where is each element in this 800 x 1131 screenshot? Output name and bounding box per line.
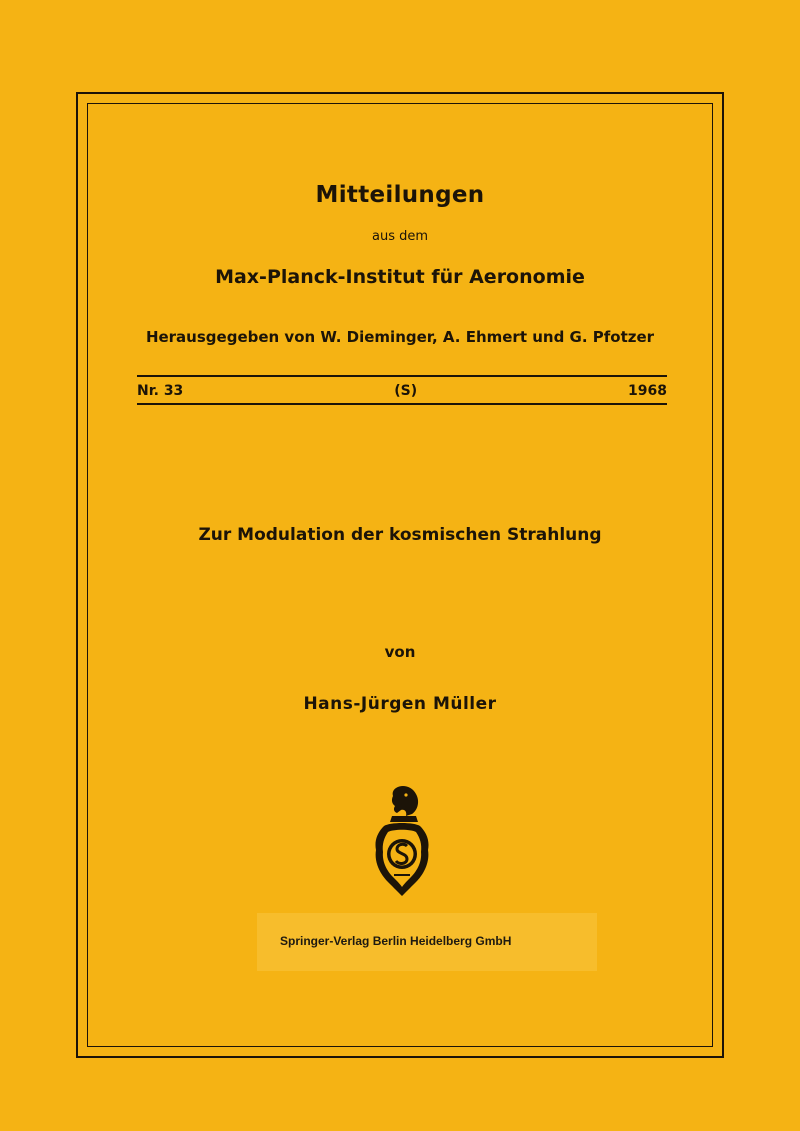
issue-row	[137, 381, 667, 401]
author-name: Hans-Jürgen Müller	[303, 694, 497, 714]
series-title: Mitteilungen	[315, 182, 485, 208]
issue-number: Nr. 33	[137, 383, 184, 399]
issue-year: 1968	[628, 383, 667, 399]
von-text: von	[384, 643, 416, 661]
publisher-name: Springer-Verlag Berlin Heidelberg GmbH	[280, 934, 512, 948]
institute-name: Max-Planck-Institut für Aeronomie	[215, 266, 585, 288]
springer-knight-emblem-icon	[366, 782, 438, 902]
issue-series-code: (S)	[394, 383, 418, 399]
editors-line: Herausgegeben von W. Dieminger, A. Ehmert und G. Pfotzer	[145, 328, 655, 346]
issue-rule-top	[137, 375, 667, 377]
cover-inner-border	[87, 103, 713, 1047]
book-title: Zur Modulation der kosmischen Strahlung	[198, 525, 602, 545]
issue-rule-bottom	[137, 403, 667, 405]
aus-dem-text: aus dem	[371, 229, 429, 244]
